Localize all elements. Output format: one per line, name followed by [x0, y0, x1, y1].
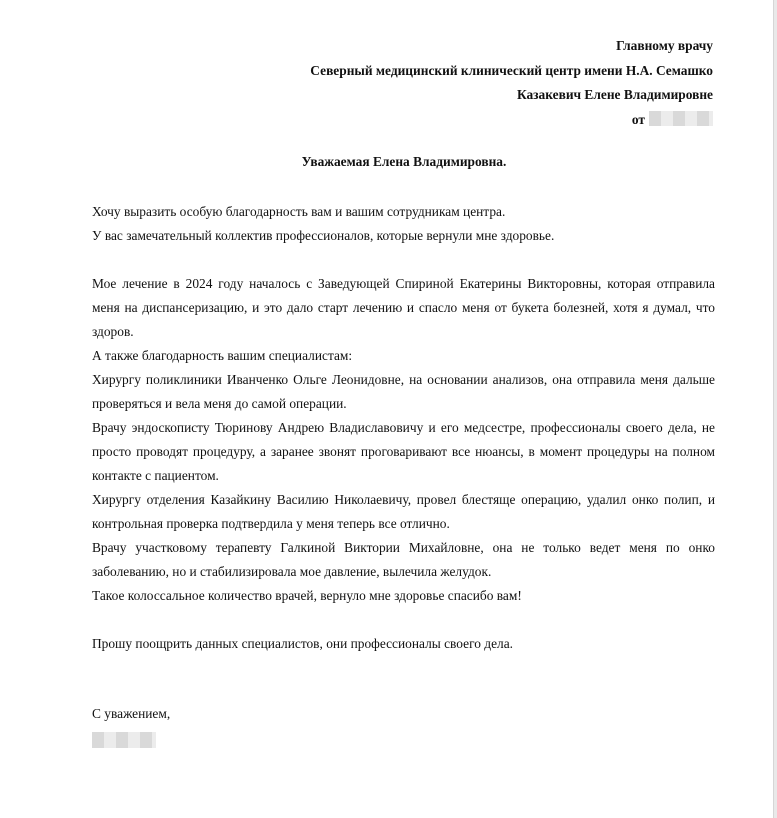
closing: С уважением, [92, 706, 171, 721]
thanks-block [92, 584, 715, 608]
paragraph: У вас замечательный коллектив профессионалов, которые вернули мне здоровье. [92, 228, 555, 243]
recipient-name: Казакевич Елене Владимировне [516, 87, 713, 102]
from-label: от [631, 111, 645, 127]
paragraph: Хирургу отделения Казайкину Василию Николаевичу, провел блестяще операцию, удалил онко полип, и контрольная проверка подтвердила у меня теперь все отлично. [92, 492, 715, 531]
paragraph: Хирургу поликлиники Иванченко Ольге Леонидовне, на основании анализов, она отправила меня дальше проверяться и вела меня до самой операции. [92, 372, 715, 411]
salutation: Уважаемая Елена Владимировна. [301, 154, 507, 169]
letter-header [310, 34, 713, 132]
request-block [92, 632, 715, 656]
paragraph: Мое лечение в 2024 году началось с Заведующей Спириной Екатерины Викторовны, которая отправила меня на диспансеризацию, и это дало старт лечению и спасло меня от букета болезней, хотя я думал, что здоров. [92, 276, 715, 339]
request-line: Прошу поощрить данных специалистов, они профессионалы своего дела. [92, 636, 514, 651]
paragraph: Хочу выразить особую благодарность вам и вашим сотрудникам центра. [92, 204, 506, 219]
recipient-title: Главному врачу [616, 38, 713, 53]
main-block [92, 272, 715, 584]
recipient-organization: Северный медицинский клинический центр имени Н.А. Семашко [310, 62, 713, 78]
paragraph: А также благодарность вашим специалистам: [92, 348, 353, 363]
paragraph: Врачу участковому терапевту Галкиной Виктории Михайловне, она не только ведет меня по онко заболеванию, но и стабилизировала мое давление, вылечила желудок. [92, 540, 715, 579]
thanks-line: Такое колоссальное количество врачей, вернуло мне здоровье спасибо вам! [92, 588, 522, 603]
redacted-signature [92, 732, 156, 748]
intro-block [92, 200, 715, 248]
paragraph: Врачу эндоскописту Тюринову Андрею Владиславовичу и его медсестре, профессионалы своего дела, не просто проводят процедуру, а заранее звонят проговаривают все нюансы, в момент процедуры на полном контакте с пациентом. [92, 420, 715, 483]
sender-line [310, 108, 713, 133]
redacted-sender-name [649, 111, 713, 126]
